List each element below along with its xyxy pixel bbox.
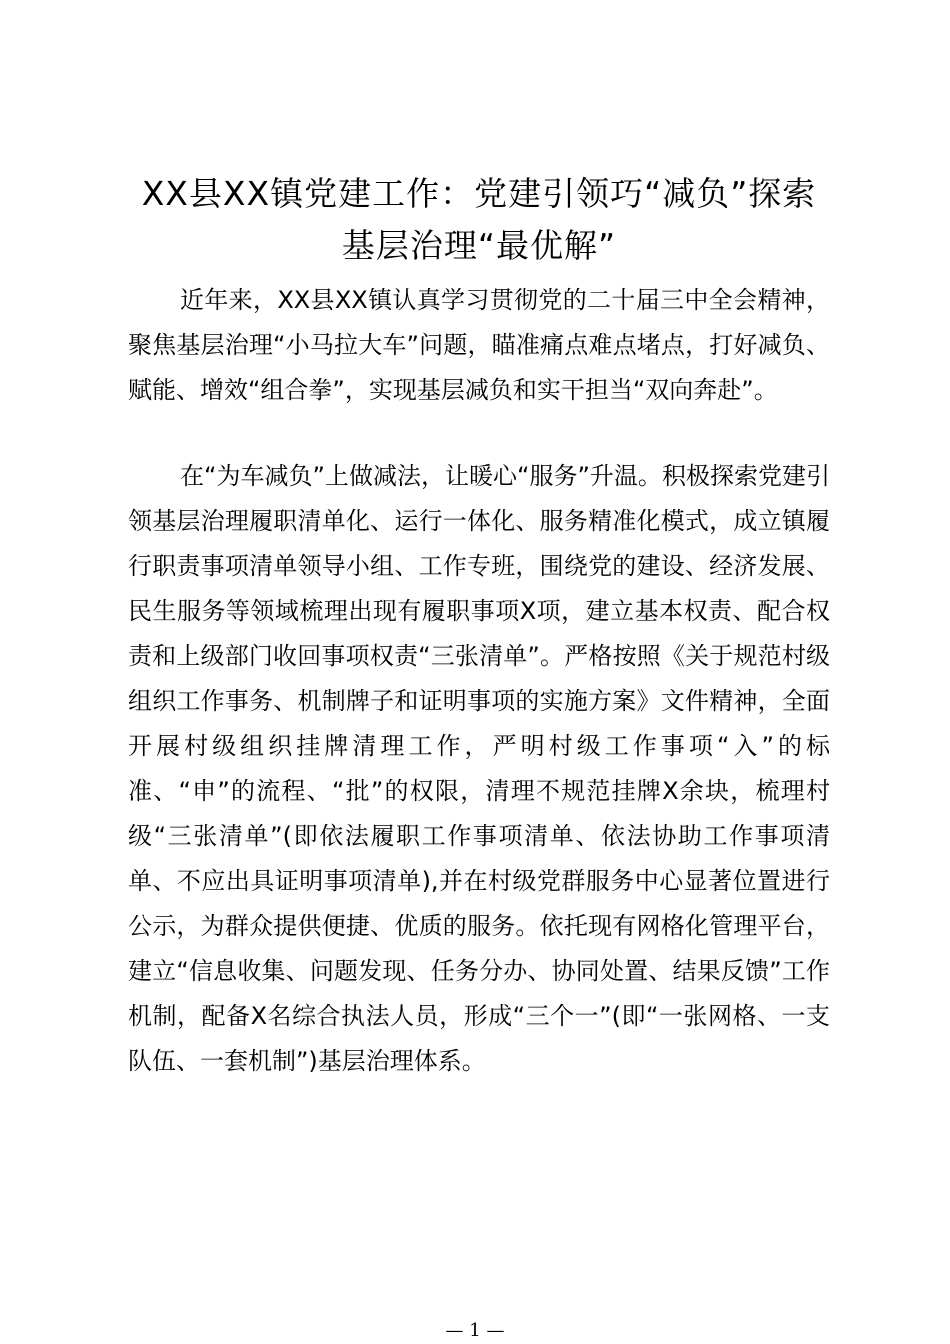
body-paragraph: 近年来，XX县XX镇认真学习贯彻党的二十届三中全会精神，聚焦基层治理“小马拉大车”问题，瞄准痛点难点堵点，打好减负、赋能、增效“组合拳”，实现基层减负和实干担当“双向奔赴”。	[128, 286, 830, 404]
page-number: — 1 —	[445, 1320, 505, 1341]
body-paragraph: 在“为车减负”上做减法，让暖心“服务”升温。积极探索党建引领基层治理履职清单化、运行一体化、服务精准化模式，成立镇履行职责事项清单领导小组、工作专班，围绕党的建设、经济发展、民生服务等领域梳理出现有履职事项X项，建立基本权责、配合权责和上级部门收回事项权责“三张清单”。严格按照《关于规范村级组织工作事务、机制牌子和证明事项的实施方案》文件精神，全面开展村级组织挂牌清理工作，严明村级工作事项“入”的标准、“申”的流程、“批”的权限，清理不规范挂牌X余块，梳理村级“三张清单”(即依法履职工作事项清单、依法协助工作事项清单、不应出具证明事项清单),并在村级党群服务中心显著位置进行公示，为群众提供便捷、优质的服务。依托现有网格化管理平台，建立“信息收集、问题发现、任务分办、协同处置、结果反馈”工作机制，配备X名综合执法人员，形成“三个一”(即“一张网格、一支队伍、一套机制”)基层治理体系。	[128, 462, 830, 1075]
document-title: XX县XX镇党建工作：党建引领巧“减负”探索基层治理“最优解”	[141, 174, 817, 265]
